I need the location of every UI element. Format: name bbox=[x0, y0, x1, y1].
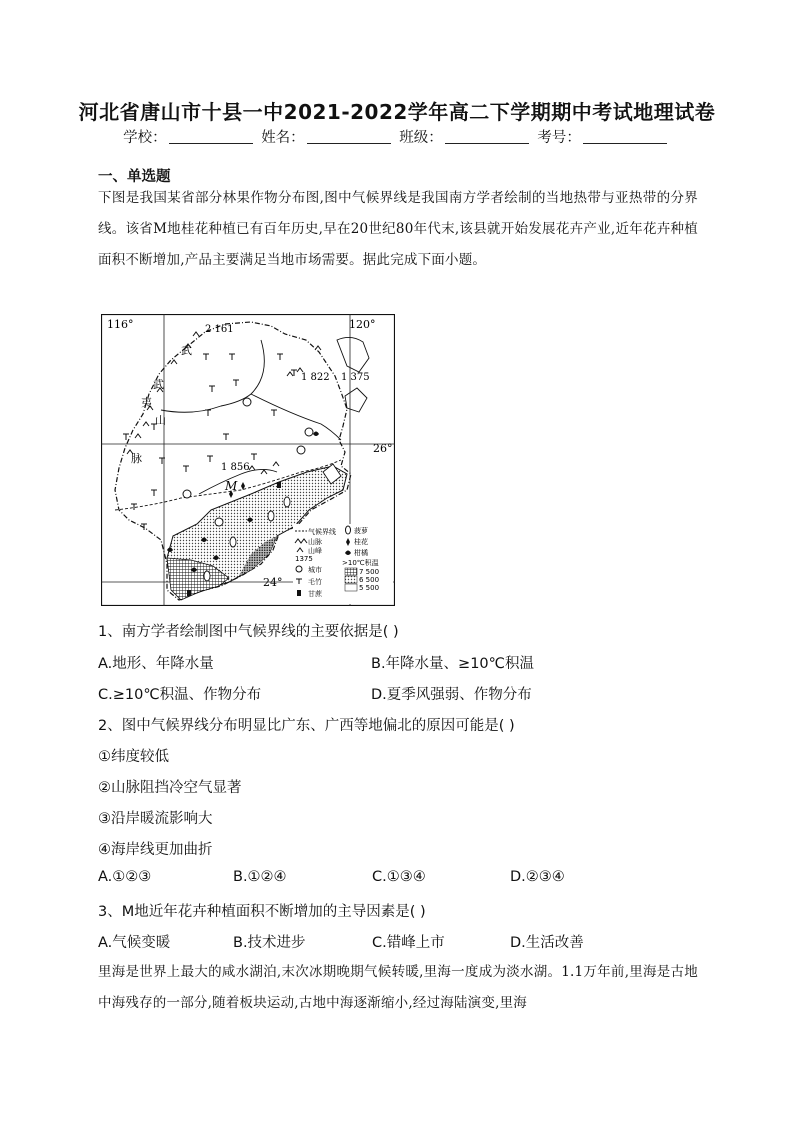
range-label-mai: 脉 bbox=[131, 452, 142, 465]
legend-6500-swatch bbox=[345, 576, 357, 583]
intro-paragraph-1: 下图是我国某省部分林果作物分布图,图中气候界线是我国南方学者绘制的当地热带与亚热带的分界线。该省M地桂花种植已有百年历史,早在20世纪80年代末,该县就开始发展花卉产业,近年花卉种植面积不断增加,产品主要满足当地市场需要。据此完成下面小题。 bbox=[98, 190, 698, 268]
range-label-wu1: 武 bbox=[181, 344, 192, 357]
question-3-option-a[interactable]: A.气候变暖 bbox=[98, 935, 171, 951]
question-3-option-d[interactable]: D.生活改善 bbox=[510, 935, 584, 951]
student-info-row bbox=[0, 126, 794, 147]
legend-5500-swatch bbox=[345, 584, 357, 591]
question-1-stem: 1、南方学者绘制图中气候界线的主要依据是( ) bbox=[98, 624, 399, 640]
lon-label-right: 120° bbox=[349, 318, 376, 331]
school-label: 学校： bbox=[123, 130, 167, 146]
range-label-shan: 山 bbox=[155, 414, 166, 427]
legend-mountain: 山脉 bbox=[308, 538, 322, 546]
legend-7500: 7 500 bbox=[359, 568, 380, 576]
legend-osmanthus: 桂花 bbox=[354, 538, 368, 546]
question-2-option-a[interactable]: A.①②③ bbox=[98, 869, 152, 885]
question-2-stem: 2、图中气候界线分布明显比广东、广西等地偏北的原因可能是( ) bbox=[98, 718, 515, 734]
legend-sugarcane: 甘蔗 bbox=[308, 590, 322, 598]
name-blank bbox=[307, 129, 391, 144]
legend-5500: 5 500 bbox=[359, 584, 380, 592]
range-label-yi: 夷 bbox=[141, 396, 152, 409]
legend-peak-sample: 1375 bbox=[295, 555, 313, 563]
question-2-statement-3: ③沿岸暖流影响大 bbox=[98, 811, 213, 827]
crop-distribution-map bbox=[101, 314, 395, 606]
class-blank bbox=[445, 129, 529, 144]
city-icon bbox=[183, 490, 191, 498]
section-heading: 一、单选题 bbox=[98, 169, 171, 185]
question-2-statement-2: ②山脉阻挡冷空气显著 bbox=[98, 780, 242, 796]
intro-paragraph-2: 里海是世界上最大的咸水湖泊,末次冰期晚期气候转暖,里海一度成为淡水湖。1.1万年前,里海是古地中海残存的一部分,随着板块运动,古地中海逐渐缩小,经过海陆演变,里海 bbox=[98, 964, 698, 1011]
question-2-option-d[interactable]: D.②③④ bbox=[510, 869, 565, 885]
map-legend bbox=[293, 524, 393, 604]
legend-pineapple-icon bbox=[346, 526, 351, 534]
exam-title: 河北省唐山市十县一中2021-2022学年高二下学期期中考试地理试卷 bbox=[78, 100, 716, 124]
number-label: 考号： bbox=[537, 130, 581, 146]
question-1-option-a[interactable]: A.地形、年降水量 bbox=[98, 656, 214, 672]
city-icon bbox=[215, 518, 223, 526]
number-blank bbox=[583, 129, 667, 144]
class-label: 班级： bbox=[399, 130, 443, 146]
city-icon bbox=[305, 428, 313, 436]
legend-7500-swatch bbox=[345, 568, 357, 575]
city-icon bbox=[297, 446, 305, 454]
lat-label-top: 26° bbox=[373, 442, 393, 455]
question-1-option-c[interactable]: C.≥10℃积温、作物分布 bbox=[98, 687, 262, 703]
legend-sugarcane-icon bbox=[297, 590, 301, 596]
peak-label-2: 1 822 bbox=[301, 372, 330, 383]
question-2-statement-1: ①纬度较低 bbox=[98, 749, 169, 765]
peak-label-3: 1 375 bbox=[341, 372, 370, 383]
city-icon bbox=[243, 398, 251, 406]
question-3-option-c[interactable]: C.错峰上市 bbox=[372, 935, 445, 951]
question-3-option-b[interactable]: B.技术进步 bbox=[233, 935, 306, 951]
legend-orange: 柑橘 bbox=[354, 549, 368, 557]
question-2-option-b[interactable]: B.①②④ bbox=[233, 869, 287, 885]
lon-label-left: 116° bbox=[107, 318, 134, 331]
range-label-wu2: 武 bbox=[153, 378, 164, 391]
peak-label-4: 1 856 bbox=[221, 462, 250, 473]
legend-city-icon bbox=[296, 566, 302, 572]
legend-pineapple: 菠萝 bbox=[354, 527, 368, 535]
legend-accum-temp: >10℃积温 bbox=[342, 559, 379, 567]
point-m-label: M bbox=[225, 479, 238, 493]
question-3-stem: 3、M地近年花卉种植面积不断增加的主导因素是( ) bbox=[98, 904, 426, 920]
name-label: 姓名： bbox=[261, 130, 305, 146]
legend-climate-line: 气候界线 bbox=[308, 528, 336, 536]
question-1-option-b[interactable]: B.年降水量、≥10℃积温 bbox=[371, 656, 534, 672]
legend-city: 城市 bbox=[308, 566, 322, 574]
school-blank bbox=[169, 129, 253, 144]
peak-label-1: 2 161 bbox=[205, 324, 234, 335]
lat-label-bottom: 24° bbox=[263, 576, 283, 589]
question-2-option-c[interactable]: C.①③④ bbox=[372, 869, 426, 885]
legend-peak: 山峰 bbox=[308, 547, 322, 555]
legend-bamboo: 毛竹 bbox=[308, 578, 322, 586]
legend-6500: 6 500 bbox=[359, 576, 380, 584]
question-1-option-d[interactable]: D.夏季风强弱、作物分布 bbox=[371, 687, 532, 703]
question-2-statement-4: ④海岸线更加曲折 bbox=[98, 842, 213, 858]
